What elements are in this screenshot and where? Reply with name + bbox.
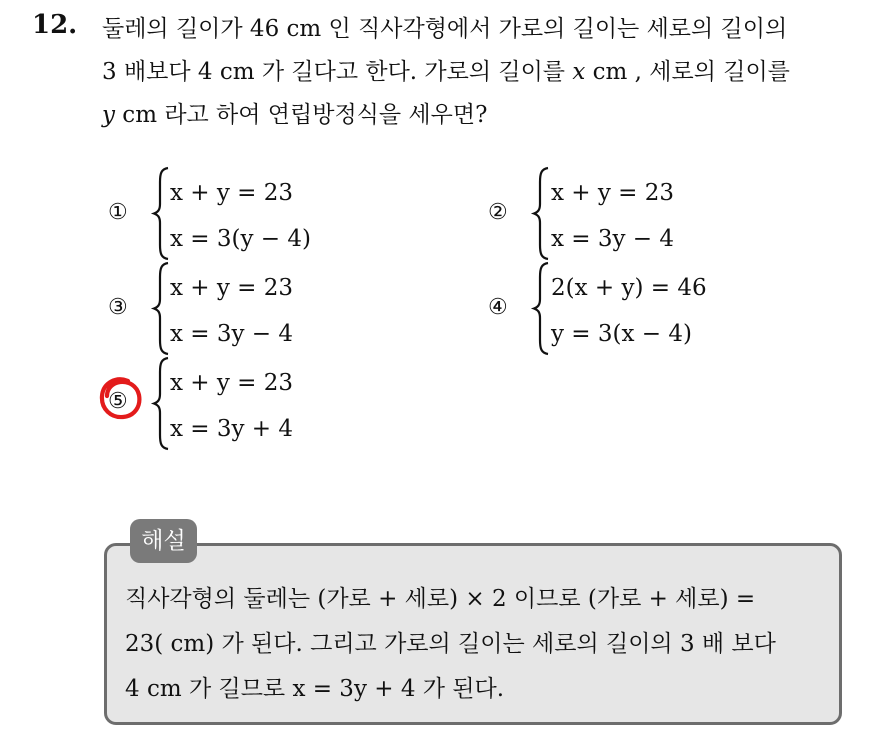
solution-tab-label: 해설	[130, 519, 197, 563]
question-text	[102, 8, 862, 137]
option-5-equation-2: x = 3y + 4	[170, 416, 294, 442]
option-3-number: ③	[108, 295, 128, 320]
option-4-equation-1: 2(x + y) = 46	[551, 275, 707, 301]
option-2-equation-1: x + y = 23	[551, 180, 675, 206]
option-2-equation-2: x = 3y − 4	[551, 226, 675, 252]
solution-line-3: 4 cm 가 길므로 x = 3y + 4 가 된다.	[125, 676, 505, 702]
option-3-equation-2: x = 3y − 4	[170, 321, 294, 347]
option-4-equation-2: y = 3(x − 4)	[551, 321, 692, 347]
option-1-equation-1: x + y = 23	[170, 180, 294, 206]
question-line-1: 둘레의 길이가 46 cm 인 직사각형에서 가로의 길이는 세로의 길이의	[102, 16, 788, 42]
question-line-2-b: cm , 세로의 길이를	[585, 59, 790, 85]
question-line-3-b: cm 라고 하여 연립방정식을 세우면?	[115, 102, 488, 128]
option-5-equation-1: x + y = 23	[170, 370, 294, 396]
solution-line-2: 23( cm) 가 된다. 그리고 가로의 길이는 세로의 길이의 3 배 보다	[125, 631, 776, 657]
question-line-2-a: 3 배보다 4 cm 가 길다고 한다. 가로의 길이를	[102, 59, 573, 85]
left-brace-icon	[152, 356, 170, 451]
option-1-equation-2: x = 3(y − 4)	[170, 226, 311, 252]
solution-line-1: 직사각형의 둘레는 (가로 + 세로) × 2 이므로 (가로 + 세로) =	[125, 586, 756, 612]
left-brace-icon	[152, 166, 170, 261]
option-4-number: ④	[488, 295, 508, 320]
solution-text	[125, 577, 835, 712]
option-5-number: ⑤	[108, 389, 128, 414]
left-brace-icon	[152, 261, 170, 356]
variable-y: y	[102, 102, 115, 128]
option-1-number: ①	[108, 200, 128, 225]
option-2-number: ②	[488, 200, 508, 225]
left-brace-icon	[532, 166, 550, 261]
answer-circle-mark-icon	[98, 375, 144, 421]
variable-x: x	[572, 59, 586, 85]
question-line-3	[102, 94, 862, 137]
option-3-equation-1: x + y = 23	[170, 275, 294, 301]
question-line-2	[102, 51, 862, 94]
question-number: 12.	[32, 10, 78, 40]
left-brace-icon	[532, 261, 550, 356]
